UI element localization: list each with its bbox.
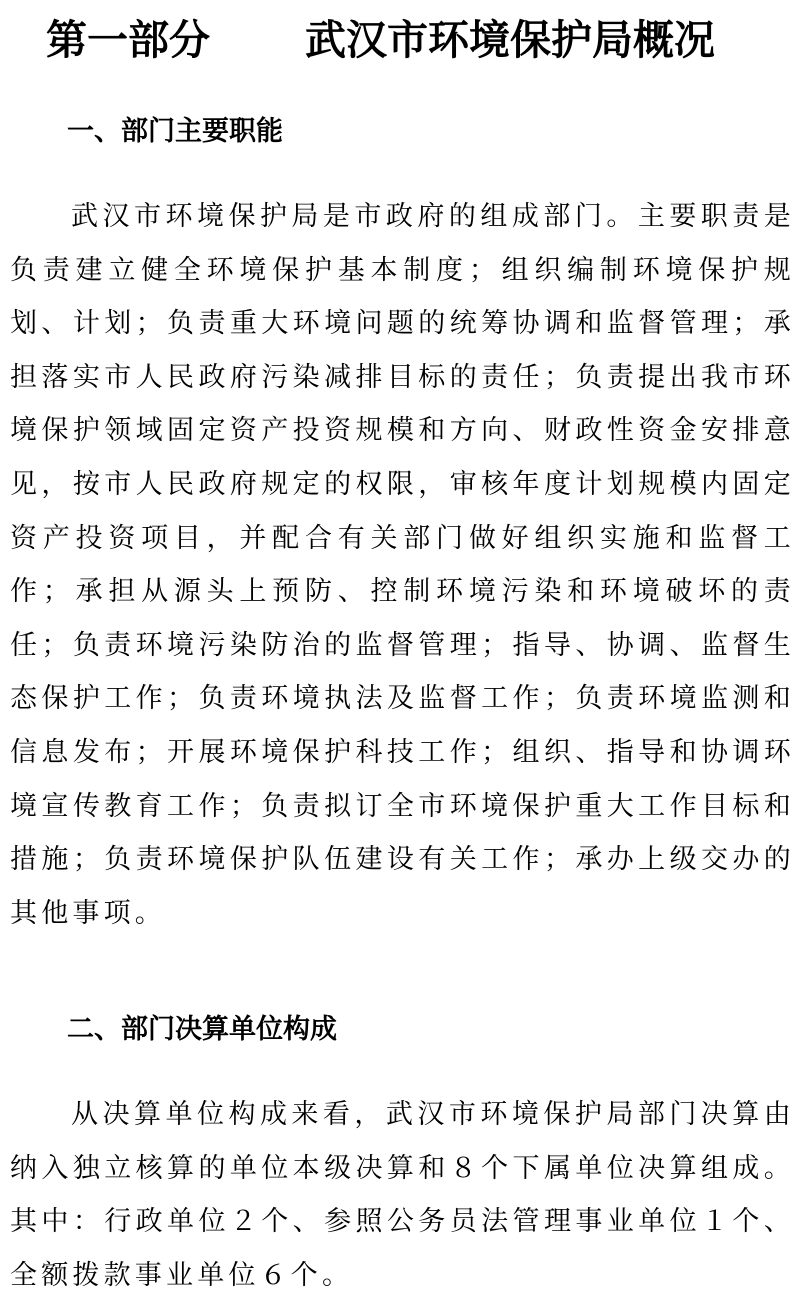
section-paragraph-functions: 武汉市环境保护局是市政府的组成部门。主要职责是负责建立健全环境保护基本制度；组织编制环境保护规划、计划；负责重大环境问题的统筹协调和监督管理；承担落实市人民政府污染减排目标的责任；负责提出我市环境保护领域固定资产投资规模和方向、财政性资金安排意见，按市人民政府规定的权限，审核年度计划规模内固定资产投资项目，并配合有关部门做好组织实施和监督工作；承担从源头上预防、控制环境污染和环境破坏的责任；负责环境污染防治的监督管理；指导、协调、监督生态保护工作；负责环境执法及监督工作；负责环境监测和信息发布；开展环境保护科技工作；组织、指导和协调环境宣传教育工作；负责拟订全市环境保护重大工作目标和措施；负责环境保护队伍建设有关工作；承办上级交办的其他事项。 xyxy=(10,201,795,929)
page-title xyxy=(0,10,800,80)
section-heading-functions: 一、部门主要职能 xyxy=(67,116,283,147)
section-paragraph-composition: 从决算单位构成来看，武汉市环境保护局部门决算由纳入独立核算的单位本级决算和８个下属单位决算组成。其中：行政单位２个、参照公务员法管理事业单位１个、全额拨款事业单位６个。 xyxy=(10,1099,795,1291)
section-heading-composition: 二、部门决算单位构成 xyxy=(67,1014,337,1045)
title-part-label: 第一部分 xyxy=(46,16,210,64)
title-bureau-name: 武汉市环境保护局概况 xyxy=(305,16,715,64)
